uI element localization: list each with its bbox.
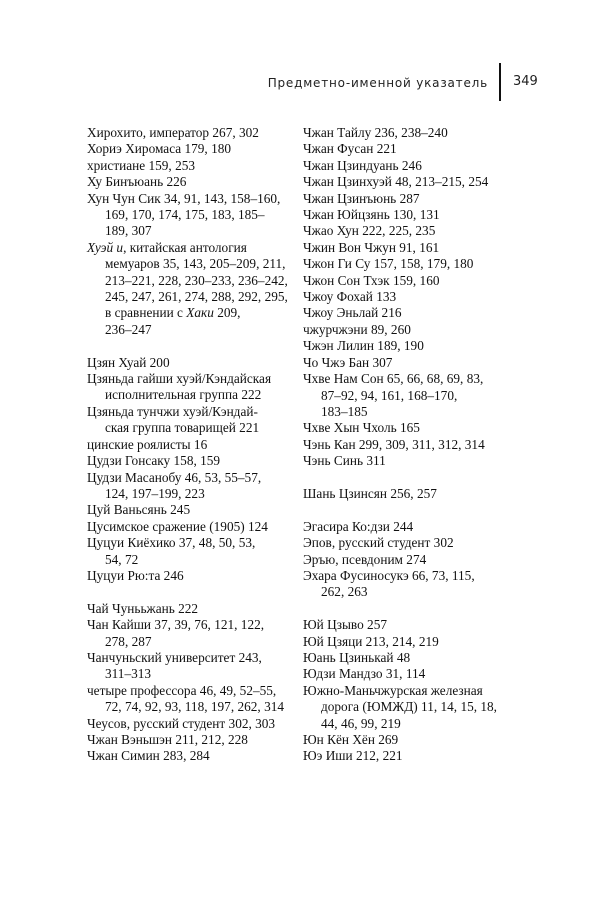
index-entry-continuation: 189, 307	[105, 223, 152, 239]
index-entry	[303, 748, 513, 764]
index-entry	[87, 617, 297, 650]
index-entry-line: Хуэй и, китайская антология	[87, 239, 247, 255]
index-entry-continuation: 278, 287	[105, 633, 152, 649]
index-entry-line: Чан Кайши 37, 39, 76, 121, 122,	[87, 617, 265, 633]
index-entry	[303, 223, 513, 239]
index-entry	[87, 125, 297, 141]
index-entry	[303, 158, 513, 174]
index-entry-line: Чжан Вэньшэн 211, 212, 228	[87, 732, 248, 747]
index-entry	[303, 191, 513, 207]
index-entry	[87, 535, 297, 568]
index-entry-continuation: в сравнении с Хаки 209,	[105, 305, 241, 321]
index-entry-continuation: 183–185	[321, 403, 368, 419]
index-entry	[303, 453, 513, 469]
index-group-ch	[87, 601, 297, 765]
index-group-ts	[87, 355, 297, 585]
index-entry-line: Цзяньда гайши хуэй/Кэндайская	[87, 371, 272, 387]
index-entry-line: Чжан Цзинъюнь 287	[303, 190, 420, 206]
index-entry	[303, 174, 513, 190]
running-header-title: Предметно-именной указатель	[267, 76, 488, 90]
index-entry	[87, 174, 297, 190]
index-entry	[303, 125, 513, 141]
index-entry-line: Чо Чжэ Бан 307	[303, 354, 393, 370]
index-entry-line: Цудзи Гонсаку 158, 159	[87, 453, 221, 469]
index-entry	[87, 748, 297, 764]
index-entry-line: Чеусов, русский студент 302, 303	[87, 715, 276, 731]
index-entry-continuation: исполнительная группа 222	[105, 387, 262, 403]
index-entry-line: Хирохито, император 267, 302	[87, 125, 259, 140]
index-entry	[303, 437, 513, 453]
index-entry	[87, 240, 297, 338]
group-spacer	[303, 470, 513, 486]
index-entry	[303, 666, 513, 682]
index-entry-continuation: 124, 197–199, 223	[105, 485, 205, 501]
index-entry-line: Юдзи Мандзо 31, 114	[303, 666, 426, 682]
group-spacer	[303, 502, 513, 518]
index-entry	[87, 568, 297, 584]
index-entry-line: Чхве Хын Чхоль 165	[303, 420, 420, 436]
index-entry-line: Южно-Маньчжурская железная	[303, 682, 483, 698]
index-column-right	[303, 125, 513, 765]
index-entry	[303, 305, 513, 321]
index-entry-line: Эръю, псевдоним 274	[303, 551, 427, 567]
index-entry-line: Чжан Цзинхуэй 48, 213–215, 254	[303, 174, 489, 190]
index-entry-continuation: 54, 72	[105, 551, 139, 567]
index-entry	[303, 568, 513, 601]
group-spacer	[87, 338, 297, 354]
index-entry	[87, 191, 297, 240]
index-group-yu	[303, 617, 513, 765]
index-entry	[303, 650, 513, 666]
index-entry	[303, 273, 513, 289]
index-entry	[303, 552, 513, 568]
index-entry-continuation: дорога (ЮМЖД) 11, 14, 15, 18,	[321, 699, 498, 715]
index-entry	[303, 322, 513, 338]
index-entry	[87, 371, 297, 404]
index-entry	[303, 355, 513, 371]
index-entry-line: Цудзи Масанобу 46, 53, 55–57,	[87, 469, 262, 485]
group-spacer	[87, 584, 297, 600]
index-entry-line: Чай Чунььжань 222	[87, 600, 199, 616]
index-entry	[87, 437, 297, 453]
index-entry-line: Чхве Нам Сон 65, 66, 68, 69, 83,	[303, 371, 484, 387]
index-entry	[87, 502, 297, 518]
index-entry	[303, 256, 513, 272]
index-entry-continuation: 44, 46, 99, 219	[321, 715, 401, 731]
index-entry	[303, 617, 513, 633]
index-entry	[303, 141, 513, 157]
index-entry	[87, 141, 297, 157]
index-entry-continuation: ская группа товарищей 221	[105, 420, 260, 436]
index-group-ch2	[303, 125, 513, 470]
index-entry	[87, 404, 297, 437]
page-number: 349	[513, 74, 538, 89]
index-entry-line: цинские роялисты 16	[87, 436, 208, 452]
index-entry-line: Чжоу Фохай 133	[303, 289, 397, 305]
index-entry	[87, 683, 297, 716]
index-entry-line: Юн Кён Хён 269	[303, 731, 399, 747]
index-entry	[87, 355, 297, 371]
index-entry-line: Эхара Фусиносукэ 66, 73, 115,	[303, 567, 475, 583]
index-entry	[87, 453, 297, 469]
index-entry	[87, 650, 297, 683]
index-group-h	[87, 125, 297, 338]
index-entry-line: четыре профессора 46, 49, 52–55,	[87, 682, 277, 698]
group-spacer	[303, 601, 513, 617]
index-entry-line: Юэ Иши 212, 221	[303, 748, 403, 764]
index-group-sh	[303, 486, 513, 502]
index-entry	[87, 716, 297, 732]
index-entry	[303, 338, 513, 354]
index-entry-line: Эгасира Ко:дзи 244	[303, 518, 414, 534]
index-entry-continuation: 169, 170, 174, 175, 183, 185–	[105, 207, 265, 223]
index-entry	[87, 732, 297, 748]
index-entry	[303, 207, 513, 223]
index-entry-line: Эпов, русский студент 302	[303, 535, 454, 551]
index-entry	[303, 634, 513, 650]
index-entry-line: Чжэн Лилин 189, 190	[303, 338, 424, 354]
index-entry	[87, 158, 297, 174]
header-divider	[499, 63, 501, 101]
index-entry	[303, 371, 513, 420]
index-entry-line: Юань Цзинькай 48	[303, 649, 411, 665]
index-entry-line: Чэнь Синь 311	[303, 453, 386, 469]
index-entry-line: Чжан Тайлу 236, 238–240	[303, 125, 448, 140]
index-entry	[87, 601, 297, 617]
index-entry-line: Чжао Хун 222, 225, 235	[303, 223, 436, 239]
index-entry-line: Чжан Цзиндуань 246	[303, 157, 422, 173]
index-entry-continuation: 236–247	[105, 321, 152, 337]
index-entry-continuation: мемуаров 35, 143, 205–209, 211,	[105, 256, 286, 272]
index-entry	[303, 420, 513, 436]
index-entry-continuation: 87–92, 94, 161, 168–170,	[321, 387, 458, 403]
index-group-e	[303, 519, 513, 601]
index-entry	[303, 486, 513, 502]
index-entry	[303, 732, 513, 748]
index-entry-line: Чжин Вон Чжун 91, 161	[303, 239, 440, 255]
index-column-left	[87, 125, 297, 765]
index-entry	[303, 683, 513, 732]
index-entry-line: Чжан Юйцзянь 130, 131	[303, 207, 440, 223]
index-entry-continuation: 262, 263	[321, 584, 368, 600]
index-entry-line: Юй Цзыво 257	[303, 617, 388, 633]
index-entry	[303, 289, 513, 305]
index-entry-line: Чжон Ги Су 157, 158, 179, 180	[303, 256, 474, 272]
index-entry-line: Чжан Фусан 221	[303, 141, 397, 157]
index-entry	[303, 519, 513, 535]
index-entry-line: Цзяньда тунчжи хуэй/Кэндай-	[87, 403, 258, 419]
index-entry	[87, 470, 297, 503]
index-entry-line: Чанчуньский университет 243,	[87, 649, 262, 665]
index-entry-line: Чжон Сон Тхэк 159, 160	[303, 272, 440, 288]
index-entry-line: Хун Чун Сик 34, 91, 143, 158–160,	[87, 190, 281, 206]
index-entry-line: христиане 159, 253	[87, 157, 196, 173]
index-entry-line: Цусимское сражение (1905) 124	[87, 518, 268, 534]
index-entry-line: Чжан Симин 283, 284	[87, 748, 210, 764]
index-entry-line: чжурчжэни 89, 260	[303, 321, 411, 337]
index-entry-line: Цуцуи Рю:та 246	[87, 567, 184, 583]
index-entry-line: Ху Бинъюань 226	[87, 174, 187, 190]
index-entry-line: Цуй Ваньсянь 245	[87, 502, 191, 518]
index-entry	[303, 240, 513, 256]
index-entry-continuation: 245, 247, 261, 274, 288, 292, 295,	[105, 289, 288, 305]
index-entry	[87, 519, 297, 535]
index-entry-line: Шань Цзинсян 256, 257	[303, 485, 437, 501]
index-entry-line: Чжоу Эньлай 216	[303, 305, 402, 321]
index-entry-continuation: 311–313	[105, 666, 152, 682]
index-entry-line: Цуцуи Киёхико 37, 48, 50, 53,	[87, 535, 256, 551]
index-entry-line: Хориэ Хиромаса 179, 180	[87, 141, 232, 157]
index-entry-continuation: 72, 74, 92, 93, 118, 197, 262, 314	[105, 699, 285, 715]
index-entry-continuation: 213–221, 228, 230–233, 236–242,	[105, 272, 288, 288]
index-entry-line: Чэнь Кан 299, 309, 311, 312, 314	[303, 436, 485, 452]
index-entry-line: Цзян Хуай 200	[87, 354, 170, 370]
index-entry	[303, 535, 513, 551]
index-entry-line: Юй Цзяци 213, 214, 219	[303, 633, 439, 649]
